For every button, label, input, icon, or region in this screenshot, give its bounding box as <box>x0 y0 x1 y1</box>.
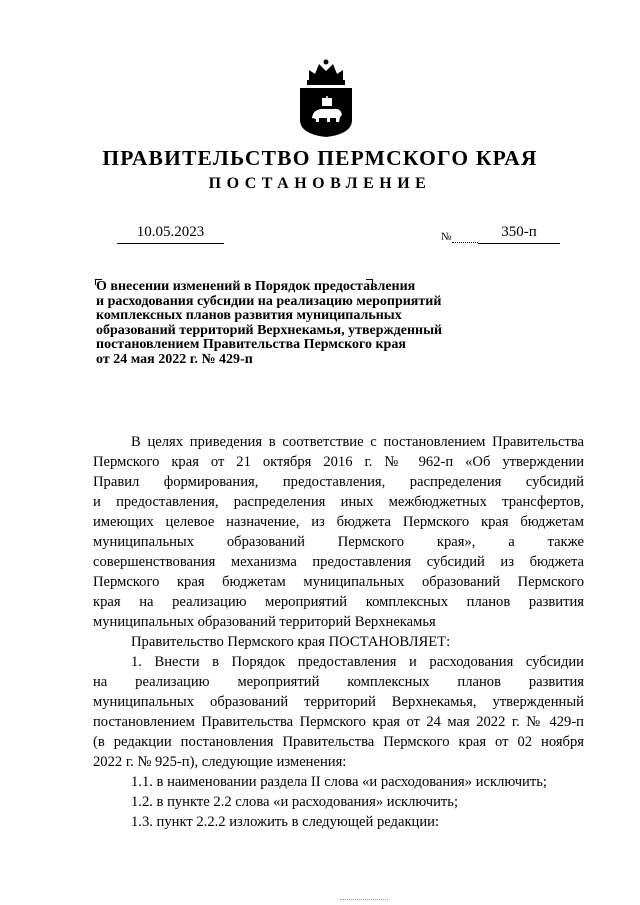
date-underline <box>117 243 224 244</box>
subject-line: комплексных планов развития муниципальных <box>96 308 402 324</box>
subject-line: постановлением Правительства Пермского края <box>96 337 406 353</box>
body-line: 1. Внести в Порядок предоставления и расходования субсидии <box>131 654 584 670</box>
subject-line: и расходования субсидии на реализацию мероприятий <box>96 293 442 309</box>
body-line: (в редакции постановления Правительства Пермского края от 02 ноября <box>93 734 584 750</box>
body-line: 1.1. в наименовании раздела II слова «и расходования» исключить; <box>131 774 547 790</box>
body-line: имеющих целевое назначение, из бюджета Пермского края бюджетам <box>93 514 584 530</box>
number-dotted-line <box>452 242 478 243</box>
body-line: и предоставления, распределения иных межбюджетных трансфертов, <box>93 494 584 510</box>
footer-mark <box>340 899 388 900</box>
body-line: 1.3. пункт 2.2.2 изложить в следующей редакции: <box>131 814 440 830</box>
document-date: 10.05.2023 <box>136 224 205 240</box>
subject-line: образований территорий Верхнекамья, утвержденный <box>96 322 443 338</box>
body-line: Пермского края от 21 октября 2016 г. № 962-п «Об утверждении <box>93 454 584 470</box>
document-subject <box>96 280 516 368</box>
organization-title: ПРАВИТЕЛЬСТВО ПЕРМСКОГО КРАЯ <box>102 146 538 170</box>
subject-line: от 24 мая 2022 г. № 429-п <box>96 351 253 367</box>
body-line: муниципальных образований территорий Верхнекамья <box>93 614 436 630</box>
body-line: Правил формирования, предоставления, распределения субсидий <box>93 474 584 490</box>
document-body <box>93 432 584 832</box>
body-line: края на реализацию мероприятий комплексных планов развития <box>93 594 584 610</box>
body-line: Правительство Пермского края ПОСТАНОВЛЯЕТ: <box>131 634 451 650</box>
body-line: на реализацию мероприятий комплексных планов развития <box>93 674 584 690</box>
body-line: муниципальных образований Пермского края», а также <box>93 534 584 550</box>
subject-line: О внесении изменений в Порядок предоставления <box>96 279 416 294</box>
body-line: совершенствования механизма предоставления субсидий из бюджета <box>93 554 584 570</box>
number-underline <box>478 243 560 244</box>
body-line: муниципальных образований территорий Верхнекамья, утвержденный <box>93 694 584 710</box>
document-type: ПОСТАНОВЛЕНИЕ <box>208 175 432 192</box>
body-line: Пермского края бюджетам муниципальных образований Пермского <box>93 574 584 590</box>
body-line: В целях приведения в соответствие с постановлением Правительства <box>131 434 584 450</box>
body-line: 1.2. в пункте 2.2 слова «и расходования» исключить; <box>131 794 459 810</box>
body-line: постановлением Правительства Пермского края от 24 мая 2022 г. № 429-п <box>93 714 584 730</box>
body-line: 2022 г. № 925-п), следующие изменения: <box>93 754 347 770</box>
coat-of-arms-icon <box>297 58 355 138</box>
number-sign: № <box>441 231 452 243</box>
document-number: 350-п <box>501 224 537 240</box>
